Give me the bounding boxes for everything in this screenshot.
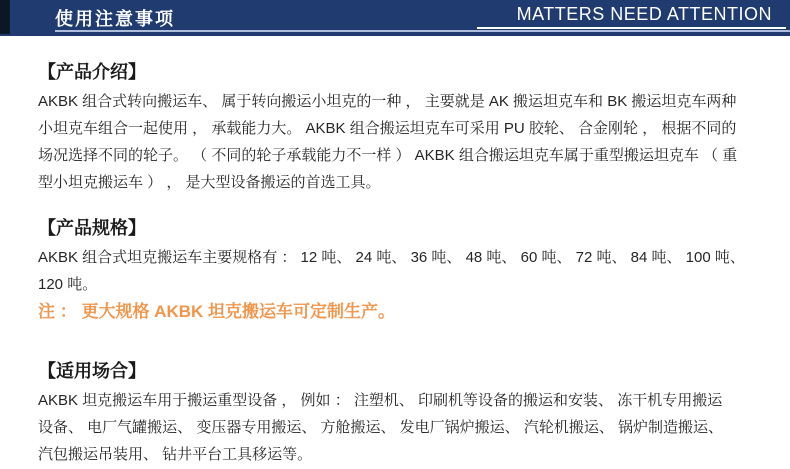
text-line: 120 吨。 xyxy=(38,276,98,293)
custom-production-note: 注 ： 更大规格 AKBK 坦克搬运车可定制生产。 xyxy=(38,302,395,321)
header-title-en: MATTERS NEED ATTENTION xyxy=(516,4,772,24)
text-line: 型小坦克搬运车 ） ， 是大型设备搬运的首选工具。 xyxy=(38,174,381,191)
section-title-applicable-occasions: 【适用场合】 xyxy=(38,361,146,381)
text-line: 汽包搬运吊装用、 钻井平台工具移运等。 xyxy=(38,446,313,463)
paragraph-applicable-occasions xyxy=(38,387,765,468)
header-accent-bar xyxy=(0,0,10,34)
text-line: AKBK 组合式坦克搬运车主要规格有 ： 12 吨、 24 吨、 36 吨、 48 吨、 60 吨、 72 吨、 84 吨、 100 吨、 xyxy=(38,249,745,266)
paragraph-product-intro xyxy=(38,88,765,196)
page-header xyxy=(0,0,790,36)
text-line: AKBK 组合式转向搬运车、 属于转向搬运小坦克的一种 ， 主要就是 AK 搬运坦克车和 BK 搬运坦克车两种 xyxy=(38,93,737,110)
section-title-product-intro: 【产品介绍】 xyxy=(38,62,146,82)
section-product-intro xyxy=(38,60,765,196)
header-divider-line xyxy=(55,30,790,32)
header-title-en-underline xyxy=(477,4,786,29)
text-line: 场况选择不同的轮子。 （ 不同的轮子承载能力不一样 ） AKBK 组合搬运坦克车属于重型搬运坦克车 （ 重 xyxy=(38,147,738,164)
text-line: 小坦克车组合一起使用 ， 承载能力大。 AKBK 组合搬运坦克车可采用 PU 胶轮、 合金刚轮 ， 根据不同的 xyxy=(38,120,737,137)
text-line: AKBK 坦克搬运车用于搬运重型设备 ， 例如 ： 注塑机、 印刷机等设备的搬运和安装、 冻干机专用搬运 xyxy=(38,392,723,409)
section-title-product-specs: 【产品规格】 xyxy=(38,218,146,238)
section-product-specs xyxy=(38,216,765,325)
section-applicable-occasions xyxy=(38,359,765,468)
content-area xyxy=(0,36,790,468)
text-line: 设备、 电厂气罐搬运、 变压器专用搬运、 方舱搬运、 发电厂锅炉搬运、 汽轮机搬运、 锅炉制造搬运、 xyxy=(38,419,724,436)
paragraph-product-specs xyxy=(38,244,765,298)
header-title-zh: 使用注意事项 xyxy=(55,9,175,29)
